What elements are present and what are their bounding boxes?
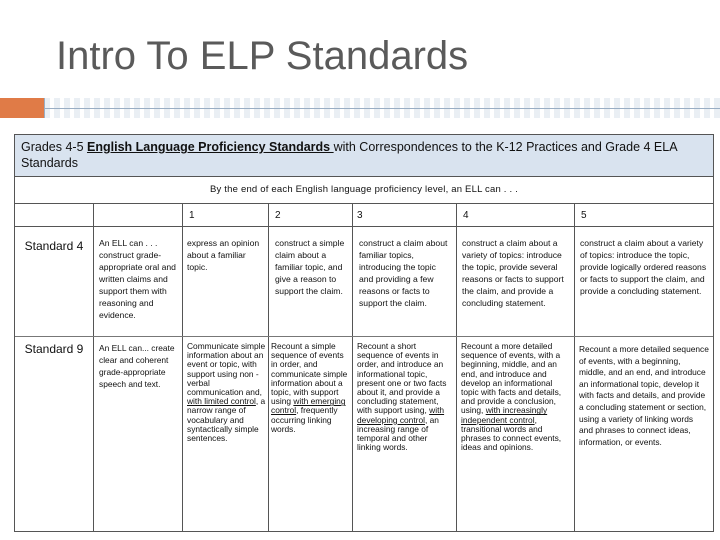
level-4-heading: 4 bbox=[463, 210, 469, 221]
level-1-underlined: with limited control bbox=[187, 396, 256, 407]
header-suffix: with Correspondences to the K-12 Practices and Grade 4 ELA Standards bbox=[21, 140, 677, 170]
standard-4-level-1: express an opinion about a familiar topic. bbox=[187, 238, 260, 272]
column-divider bbox=[93, 203, 94, 531]
standard-4-label: Standard 4 bbox=[24, 239, 84, 253]
standard-9-level-4 bbox=[461, 342, 571, 452]
level-1-heading: 1 bbox=[189, 210, 195, 221]
table-header bbox=[15, 135, 713, 177]
level-4-underlined: with increasingly independent control bbox=[461, 405, 548, 425]
standard-9-label: Standard 9 bbox=[24, 342, 84, 356]
title-accent-block bbox=[0, 98, 44, 118]
level-4-text: Recount a more detailed sequence of events, with a beginning, middle, and an end, and introduce and develop an informational topic with facts and details, and provide a conclusion, using, bbox=[461, 341, 562, 416]
level-2-heading: 2 bbox=[275, 210, 281, 221]
standard-4-description: An ELL can . . . construct grade-appropriate oral and written claims and support them with reasoning and evidence. bbox=[99, 238, 176, 320]
column-divider bbox=[352, 203, 353, 531]
column-divider bbox=[268, 203, 269, 531]
standard-4-level-2: construct a simple claim about a familiar topic, and give a reason to support the claim. bbox=[275, 238, 345, 296]
header-link[interactable]: English Language Proficiency Standards bbox=[87, 140, 334, 154]
standard-4-level-5: construct a claim about a variety of topics: introduce the topic, provide logically ordered reasons or facts to support the claim, and provide a concluding statement. bbox=[580, 238, 707, 296]
level-3-text-end: , an increasing range of temporal and other linking words. bbox=[357, 414, 439, 453]
level-3-underlined: with developing control bbox=[357, 405, 445, 425]
standard-4-level-3: construct a claim about familiar topics, introducing the topic and providing a few reasons or facts to support the claim. bbox=[359, 238, 448, 308]
standard-9-level-5: Recount a more detailed sequence of events, with a beginning, middle, and an end, and introduce an informational topic, develop it with facts and details, and provide a concluding statement or section, using a variety of linking words and phrases to connect ideas, information, or events. bbox=[579, 344, 709, 447]
column-divider bbox=[574, 203, 575, 531]
level-1-text: Communicate simple information about an event or topic, with support using non - verbal communication and, bbox=[187, 341, 266, 398]
level-3-text: Recount a short sequence of events in order, and introduce an informational topic, present one or two facts about it, and provide a concluding statement, with support using, bbox=[357, 341, 447, 416]
column-divider bbox=[182, 203, 183, 531]
slide-title: Intro To ELP Standards bbox=[56, 34, 469, 78]
elp-standards-table bbox=[14, 134, 714, 532]
row-divider bbox=[15, 336, 713, 337]
level-2-text: Recount a simple sequence of events in order, and communicate simple information about a topic, with support using bbox=[271, 341, 348, 407]
table-subheader: By the end of each English language proficiency level, an ELL can . . . bbox=[15, 177, 713, 204]
title-accent-tick bbox=[44, 98, 45, 118]
standard-9-level-1 bbox=[187, 342, 267, 443]
level-1-text-end: , a narrow range of vocabulary and syntactically simple sentences. bbox=[187, 396, 266, 444]
standard-9-level-2 bbox=[271, 342, 351, 434]
title-accent-line bbox=[44, 108, 720, 109]
level-2-text-end: , frequently occurring linking words. bbox=[271, 405, 338, 434]
standard-4-level-4: construct a claim about a variety of topics: introduce the topic, provide several reasons or facts to support the claim, and provide a concluding statement. bbox=[462, 238, 564, 308]
level-4-text-end: , transitional words and phrases to connect events, ideas and opinions. bbox=[461, 414, 562, 453]
levels-row bbox=[15, 203, 713, 227]
level-3-heading: 3 bbox=[357, 210, 363, 221]
column-divider bbox=[456, 203, 457, 531]
level-2-underlined: with emerging control bbox=[271, 396, 346, 416]
standard-9-description: An ELL can... create clear and coherent grade-appropriate speech and text. bbox=[99, 343, 175, 389]
standard-9-level-3 bbox=[357, 342, 453, 452]
header-prefix: Grades 4-5 bbox=[21, 140, 88, 154]
level-5-heading: 5 bbox=[581, 210, 587, 221]
